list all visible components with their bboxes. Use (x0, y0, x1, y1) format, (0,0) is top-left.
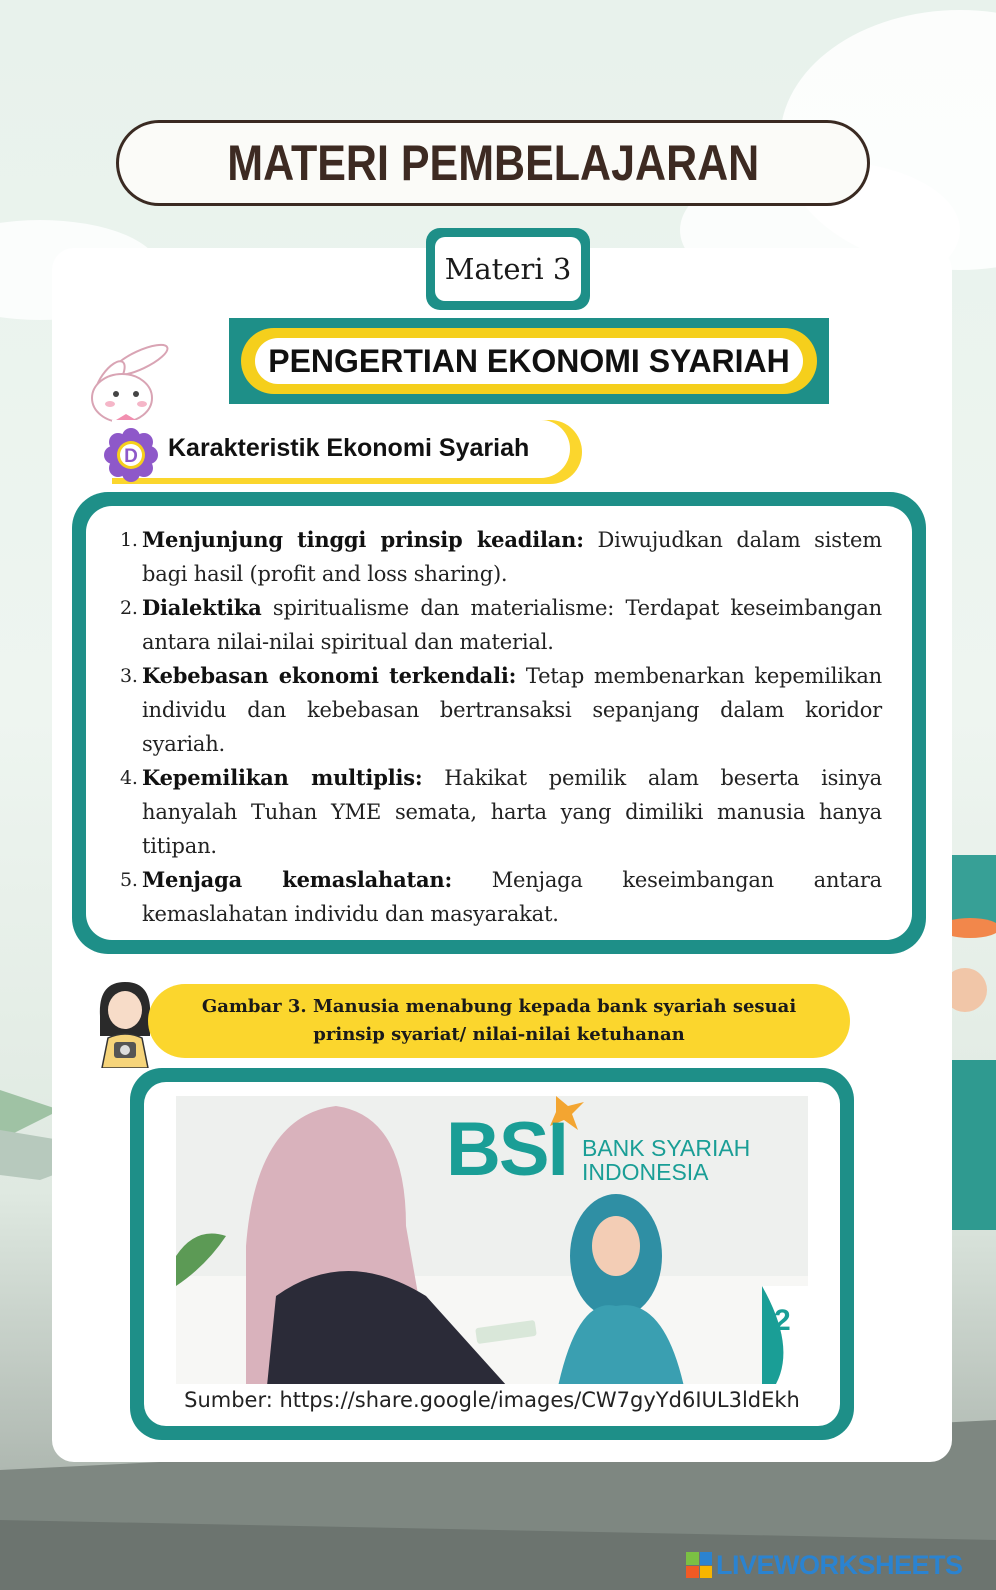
watermark-text: LIVEWORKSHEETS (716, 1549, 963, 1580)
list-item-term: Menjunjung tinggi prinsip keadilan: (142, 527, 584, 552)
bsi-bank-name: BANK SYARIAH INDONESIA (582, 1135, 751, 1185)
list-item: 4. Kepemilikan multiplis: Hakikat pemilik alam beserta isinya hanyalah Tuhan YME semata, harta yang dimiliki manusia hanya titipan. (120, 765, 883, 858)
bank-photo (176, 1096, 808, 1384)
figure-source: Sumber: https://share.google/images/CW7gyYd6IUL3ldEkh (184, 1388, 800, 1412)
list-item-text: Hakikat pemilik alam beserta isinya hanyalah Tuhan YME semata, harta yang dimiliki manusia hanya titipan. (142, 766, 883, 858)
section-letter: D (124, 446, 138, 467)
liveworksheets-icon (686, 1552, 712, 1578)
list-item: 1. Menjunjung tinggi prinsip keadilan: Diwujudkan dalam sistem bagi hasil (profit and loss sharing). (120, 527, 882, 586)
materi-badge (426, 228, 590, 310)
list-item: 2. Dialektika spiritualisme dan materialisme: Terdapat keseimbangan antara nilai-nilai spiritual dan material. (120, 595, 882, 654)
list-item-term: Menjaga kemaslahatan: (142, 867, 453, 892)
bsi-logo: BSI (446, 1107, 567, 1192)
characteristics-list (118, 523, 882, 931)
list-item-term: Kepemilikan multiplis: (142, 765, 423, 790)
characteristics-box (72, 492, 926, 954)
list-item: 3. Kebebasan ekonomi terkendali: Tetap membenarkan kepemilikan individu dan kebebasan bertransaksi sepanjang dalam koridor syariah. (120, 663, 882, 756)
subject-title: PENGERTIAN EKONOMI SYARIAH (255, 338, 803, 384)
photo-page-number: 2 (774, 1304, 791, 1337)
list-item-text: Menjaga keseimbangan antara kemaslahatan individu dan masyarakat. (142, 868, 882, 926)
list-item-text: Tetap membenarkan kepemilikan individu dan kebebasan bertransaksi sepanjang dalam koridor syariah. (142, 664, 882, 756)
figure-box (130, 1068, 854, 1440)
list-item: 5. Menjaga kemaslahatan: Menjaga keseimbangan antara kemaslahatan individu dan masyarakat. (120, 867, 882, 926)
list-item-text: spiritualisme dan materialisme: Terdapat keseimbangan antara nilai-nilai spiritual dan material. (142, 596, 882, 654)
page-title: MATERI PEMBELAJARAN (227, 135, 759, 191)
flower-letter-icon (104, 428, 158, 482)
list-item-term: Kebebasan ekonomi terkendali: (142, 663, 517, 688)
list-item-text: Diwujudkan dalam sistem bagi hasil (profit and loss sharing). (142, 528, 882, 586)
list-item-term: Dialektika (142, 595, 262, 620)
section-title: Karakteristik Ekonomi Syariah (168, 434, 530, 462)
materi-label: Materi 3 (435, 237, 581, 301)
liveworksheets-logo (686, 1548, 963, 1582)
header-pill (116, 120, 870, 206)
subject-banner (229, 318, 829, 404)
figure-caption: Gambar 3. Manusia menabung kepada bank syariah sesuai prinsip syariat/ nilai-nilai ketuhanan (148, 984, 850, 1058)
